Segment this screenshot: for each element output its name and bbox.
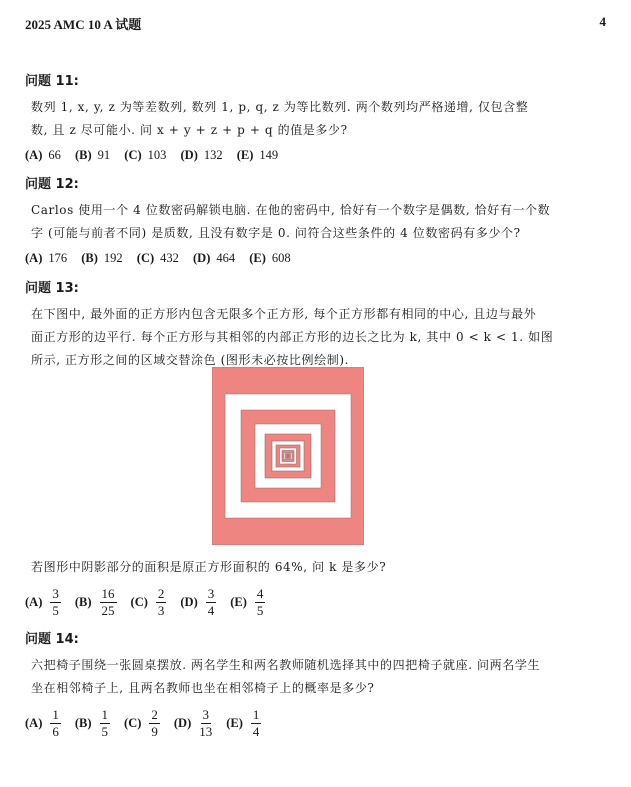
- problem-text-line: 坐在相邻椅子上, 且两名教师也坐在相邻椅子上的概率是多少?: [31, 681, 375, 695]
- choice-d: (D) $\frac{3}{13}$: [173, 707, 213, 739]
- choice-a: (A) $\frac{1}{6}$: [25, 707, 59, 739]
- problem-text-line: 所示, 正方形之间的区域交替涂色 (图形未必按比例绘制).: [31, 353, 350, 367]
- answer-choices: [25, 587, 585, 618]
- answer-choices: [25, 148, 585, 163]
- problem-title: 问题 14:: [25, 632, 79, 647]
- problem-text-line: 在下图中, 最外面的正方形内包含无限多个正方形, 每个正方形都有相同的中心, 且边与最外: [31, 307, 537, 321]
- problem-13: [25, 277, 585, 372]
- problem-text-line: 字 (可能与前者不同) 是质数, 且没有数字是 0. 问符合这些条件的 4 位数密码有多少个?: [31, 226, 521, 240]
- choice-b: (B) 192: [81, 251, 123, 265]
- problem-text-line: 数, 且 z 尽可能小. 问 x + y + z + p + q 的值是多少?: [31, 123, 348, 137]
- choice-d: (D) $\frac{3}{4}$: [180, 586, 215, 618]
- choice-c: (C) $\frac{2}{3}$: [130, 586, 165, 618]
- choice-a: (A) 66: [25, 148, 61, 162]
- exam-title: 2025 AMC 10 A 试题: [25, 17, 142, 32]
- problem-text-line: 数列 1, x, y, z 为等差数列, 数列 1, p, q, z 为等比数列. 两个数列均严格递增, 仅包含整: [31, 100, 529, 114]
- page-number: 4: [599, 14, 606, 29]
- answer-choices: [25, 708, 585, 739]
- choice-b: (B) $\frac{1}{5}$: [74, 707, 109, 739]
- shaded-square: [287, 455, 289, 457]
- choice-e: (E) $\frac{4}{5}$: [230, 586, 264, 618]
- problem-text-line: 六把椅子围绕一张圆桌摆放. 两名学生和两名教师随机选择其中的四把椅子就座. 问两名学生: [31, 658, 541, 672]
- choice-e: (E) 608: [249, 251, 291, 265]
- problem-13-question: [25, 556, 585, 618]
- choice-c: (C) 103: [124, 148, 167, 162]
- choice-b: (B) $\frac{16}{25}$: [74, 586, 115, 618]
- problem-text-line: 面正方形的边平行. 每个正方形与其相邻的内部正方形的边长之比为 k, 其中 0 < k < 1. 如图: [31, 330, 554, 344]
- problem-11: [25, 70, 585, 163]
- choice-d: (D) 132: [180, 148, 223, 162]
- problem-text-line: Carlos 使用一个 4 位数密码解锁电脑. 在他的密码中, 恰好有一个数字是偶数, 恰好有一个数: [31, 203, 551, 217]
- choice-e: (E) $\frac{1}{4}$: [226, 707, 260, 739]
- nested-squares-figure: [212, 367, 364, 545]
- choice-a: (A) $\frac{3}{5}$: [25, 586, 59, 618]
- problem-14: [25, 628, 585, 739]
- choice-e: (E) 149: [236, 148, 279, 162]
- problem-title: 问题 12:: [25, 177, 79, 192]
- choice-b: (B) 91: [74, 148, 111, 162]
- choice-a: (A) 176: [25, 251, 68, 265]
- problem-12: [25, 173, 585, 266]
- choice-c: (C) $\frac{2}{9}$: [124, 707, 158, 739]
- choice-c: (C) 432: [136, 251, 179, 265]
- problem-title: 问题 13:: [25, 281, 79, 296]
- problem-title: 问题 11:: [25, 74, 79, 89]
- answer-choices: [25, 251, 585, 266]
- problem-question: 若图形中阴影部分的面积是原正方形面积的 64%, 问 k 是多少?: [31, 560, 387, 574]
- choice-d: (D) 464: [193, 251, 236, 265]
- page-header: [25, 14, 606, 34]
